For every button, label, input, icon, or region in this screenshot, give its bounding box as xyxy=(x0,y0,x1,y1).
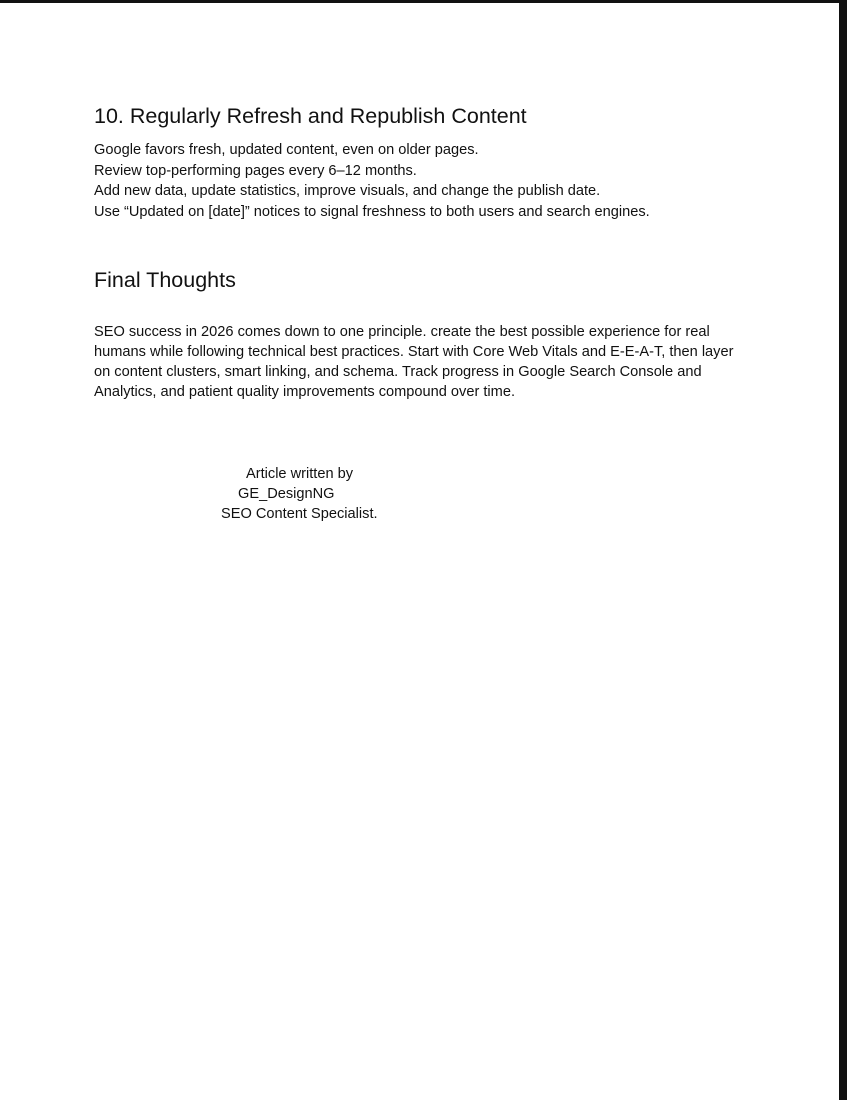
section-line: Google favors fresh, updated content, even on older pages. xyxy=(94,142,479,158)
document-page xyxy=(0,3,839,1100)
section-line: Use “Updated on [date]” notices to signal freshness to both users and search engines. xyxy=(94,203,650,220)
section-line: Review top-performing pages every 6–12 months. xyxy=(94,162,417,179)
signature-written-by: Article written by xyxy=(246,466,354,482)
signature-role: SEO Content Specialist. xyxy=(221,506,378,522)
section-line: Add new data, update statistics, improve visuals, and change the publish date. xyxy=(94,183,601,199)
final-thoughts-paragraph: SEO success in 2026 comes down to one principle. create the best possible experience for real humans while following technical best practices. Start with Core Web Vitals and E-E-A-T, then layer on content clusters, smart linking, and schema. Track progress in Google Search Console and Analytics, and patient quality improvements compound over time. xyxy=(94,324,734,400)
section-heading: 10. Regularly Refresh and Republish Content xyxy=(94,104,527,128)
final-thoughts-heading: Final Thoughts xyxy=(94,268,236,292)
section-refresh-content xyxy=(94,103,754,222)
signature-author: GE_DesignNG xyxy=(238,486,335,502)
section-final-thoughts xyxy=(94,267,754,402)
section-lines xyxy=(94,140,754,222)
